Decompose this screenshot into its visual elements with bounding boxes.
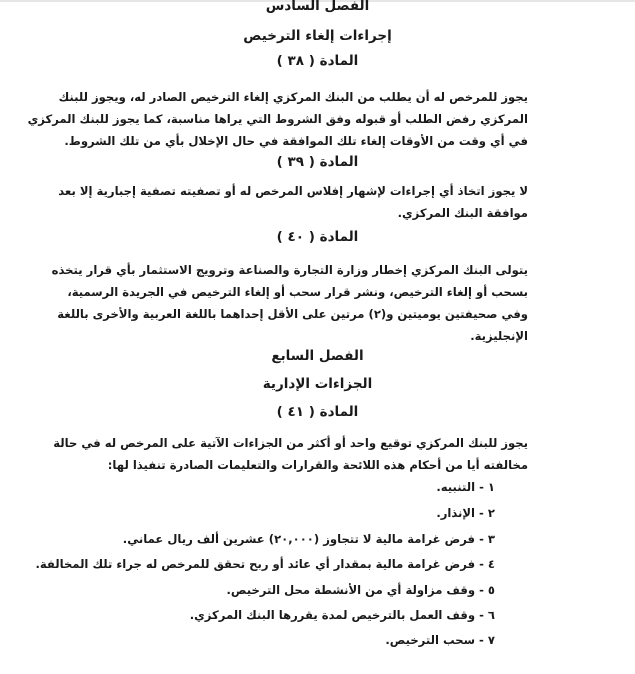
article-40-line: الإنجليزية.	[470, 329, 528, 343]
article-40-line: يتولى البنك المركزي إخطار وزارة التجارة والصناعة وترويج الاستثمار بأي قرار يتخذه	[51, 263, 528, 277]
article-38-line: يجوز للمرخص له أن يطلب من البنك المركزي إلغاء الترخيص الصادر له، ويجوز للبنك	[58, 90, 528, 104]
article-39-heading: المادة ( ٣٩ )	[276, 154, 359, 170]
penalty-item: ٤ - فرض غرامة مالية بمقدار أي عائد أو ربح تحقق للمرخص له جراء تلك المخالفة.	[35, 557, 495, 571]
article-40-line: وفي صحيفتين يوميتين و(٢) مرتين على الأقل إحداهما باللغة العربية والأخرى باللغة	[57, 307, 528, 321]
article-39-line: موافقة البنك المركزي.	[397, 206, 528, 220]
article-40-heading: المادة ( ٤٠ )	[276, 229, 359, 245]
penalty-item: ١ - التنبيه.	[436, 480, 495, 494]
penalty-item: ٢ - الإنذار.	[436, 506, 495, 520]
penalty-item: ٧ - سحب الترخيص.	[385, 633, 495, 647]
chapter-6-title: الفصل السادس	[265, 0, 370, 14]
article-39-line: لا يجوز اتخاذ أي إجراءات لإشهار إفلاس المرخص له أو تصفيته تصفية إجبارية إلا بعد	[58, 184, 528, 198]
article-38-line: في أي وقت من الأوقات إلغاء تلك الموافقة في حال الإخلال بأي من تلك الشروط.	[64, 134, 528, 148]
chapter-7-title: الفصل السابع	[271, 348, 364, 364]
chapter-7-subtitle: الجزاءات الإدارية	[262, 376, 373, 392]
penalty-item: ٣ - فرض غرامة مالية لا تتجاوز (٢٠,٠٠٠) عشرين ألف ريال عماني.	[122, 532, 495, 546]
article-38-heading: المادة ( ٣٨ )	[276, 53, 359, 69]
penalty-item: ٦ - وقف العمل بالترخيص لمدة يقررها البنك المركزي.	[189, 608, 495, 622]
article-38-line: المركزي رفض الطلب أو قبوله وفق الشروط التي يراها مناسبة، كما يجوز للبنك المركزي	[27, 112, 528, 126]
article-40-line: بسحب أو إلغاء الترخيص، ونشر قرار سحب أو إلغاء الترخيص في الجريدة الرسمية،	[67, 285, 528, 299]
chapter-6-subtitle: إجراءات إلغاء الترخيص	[243, 28, 392, 44]
penalty-item: ٥ - وقف مزاولة أي من الأنشطة محل الترخيص.	[226, 583, 495, 597]
article-41-line: مخالفته أيا من أحكام هذه اللائحة والقرارات والتعليمات الصادرة تنفيذا لها:	[107, 458, 528, 472]
article-41-line: يجوز للبنك المركزي توقيع واحد أو أكثر من الجزاءات الآتية على المرخص له في حالة	[53, 436, 528, 450]
article-41-heading: المادة ( ٤١ )	[276, 404, 359, 420]
